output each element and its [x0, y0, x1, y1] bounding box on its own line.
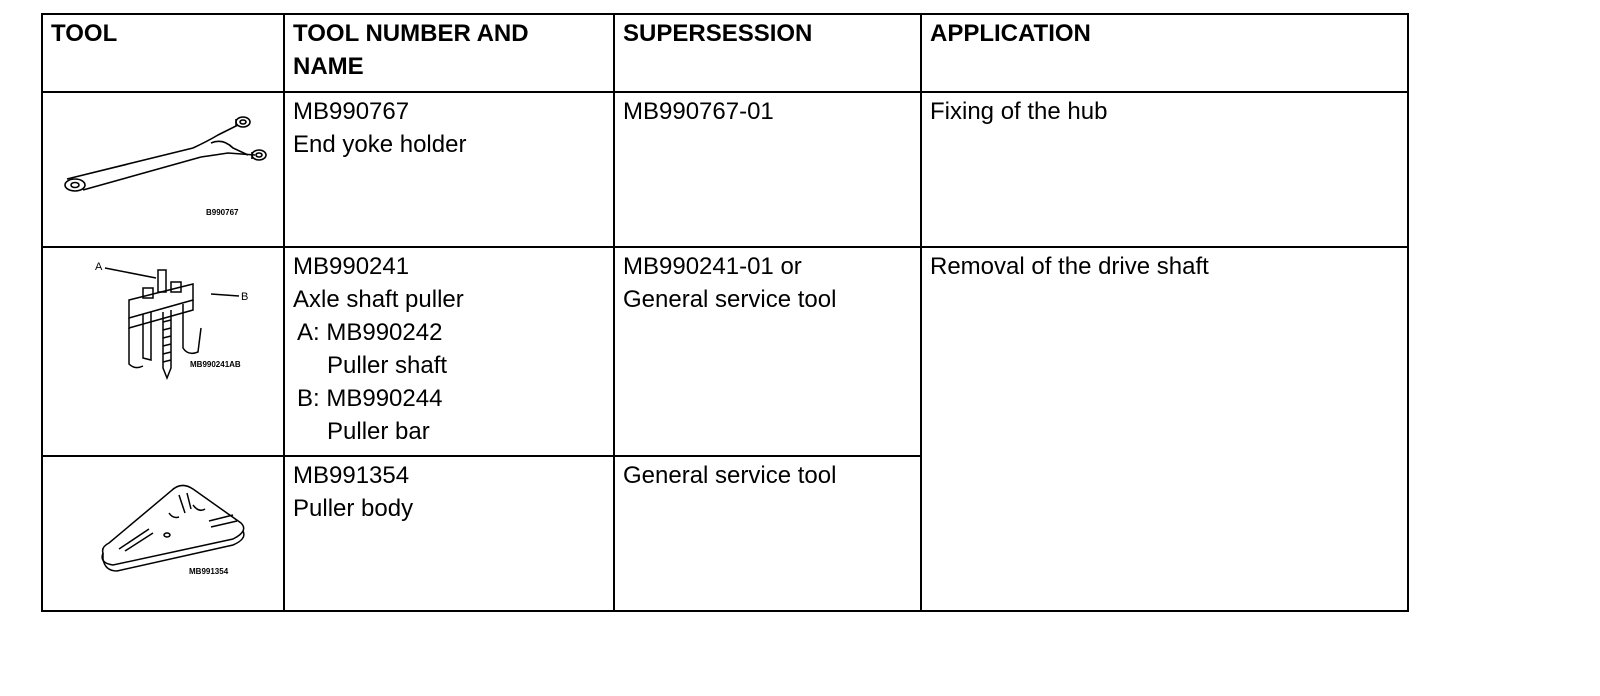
supersession-line: MB990241-01 or — [623, 253, 802, 280]
application-text: Removal of the drive shaft — [930, 253, 1209, 280]
axle-shaft-puller-image — [43, 248, 283, 455]
tool-number: MB990241 — [293, 253, 410, 280]
tool-image-caption: B990767 — [206, 208, 239, 217]
application-cell — [921, 247, 1408, 611]
application-text: Fixing of the hub — [930, 98, 1108, 125]
tool-image-caption: MB991354 — [189, 567, 229, 576]
supersession-line: General service tool — [623, 462, 837, 489]
application-cell — [921, 92, 1408, 247]
tool-number: MB990767 — [293, 98, 410, 125]
header-supersession: SUPERSESSION — [614, 14, 921, 92]
header-application: APPLICATION — [921, 14, 1408, 92]
part-name: Puller shaft — [327, 352, 448, 379]
tool-number-name-cell — [284, 247, 614, 456]
supersession-line: MB990767-01 — [623, 98, 774, 125]
tool-number-name-cell — [284, 92, 614, 247]
part-code: A: MB990242 — [297, 319, 443, 346]
tool-image-cell — [42, 92, 284, 247]
supersession-cell — [614, 247, 921, 456]
part-label-b: B — [241, 291, 249, 303]
part-label-a: A — [95, 261, 103, 273]
puller-body-image — [43, 457, 283, 610]
part-name: Puller bar — [327, 418, 430, 445]
header-row — [42, 14, 1408, 92]
table-row — [42, 247, 1408, 456]
tool-number: MB991354 — [293, 462, 410, 489]
part-code: B: MB990244 — [297, 385, 443, 412]
tool-number-name-cell — [284, 456, 614, 611]
header-tool-number-and-name: TOOL NUMBER AND NAME — [284, 14, 614, 92]
end-yoke-holder-image — [43, 93, 283, 246]
special-tools-table — [41, 13, 1409, 612]
header-tool: TOOL — [42, 14, 284, 92]
tool-name: End yoke holder — [293, 131, 467, 158]
tool-image-cell — [42, 247, 284, 456]
tool-name: Axle shaft puller — [293, 286, 464, 313]
tool-image-cell — [42, 456, 284, 611]
tool-name: Puller body — [293, 495, 414, 522]
supersession-line: General service tool — [623, 286, 837, 313]
tool-image-caption: MB990241AB — [190, 360, 241, 369]
supersession-cell — [614, 456, 921, 611]
table-row — [42, 92, 1408, 247]
supersession-cell — [614, 92, 921, 247]
